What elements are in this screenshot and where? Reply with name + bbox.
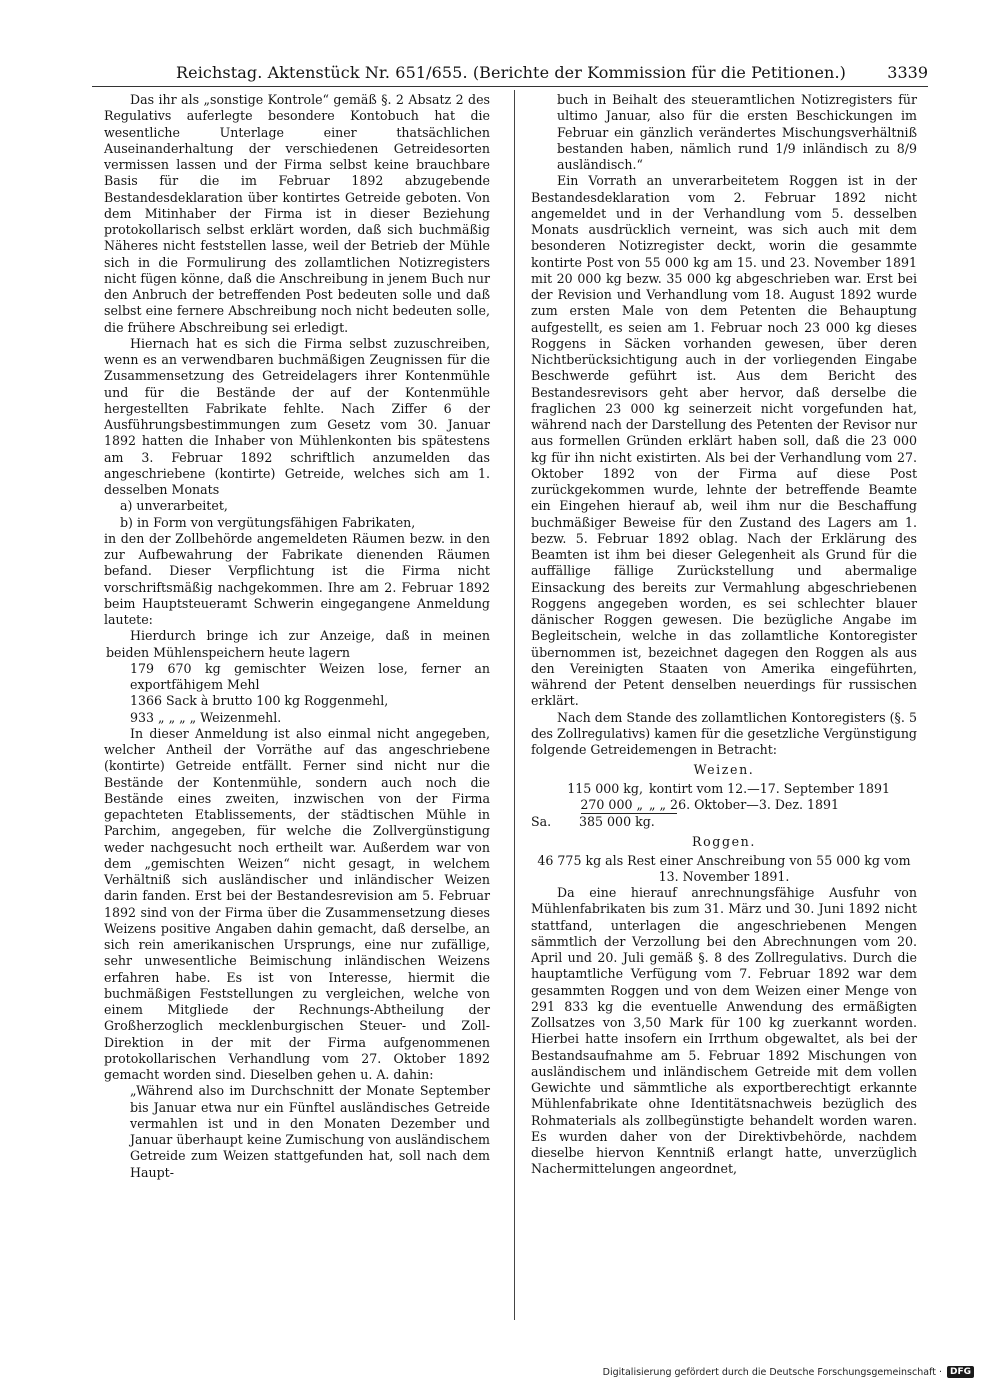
left-paragraph-2: Hiernach hat es sich die Firma selbst zuzuschreiben, wenn es an verwendbaren buchmäßigen Zeugnissen für die Zusammensetzung des Getreidelagers ihrer Kontenmühle und für die Bestände der auf der Kontenmühle hergestellten Fabrikate fehlte. Nach Ziffer 6 der Ausführungsbestimmungen zum Gesetz vom 30. Januar 1892 hatten die Inhaber von Mühlenkonten bis spätestens am 3. Februar 1892 schriftlich anzumelden das angeschriebene (kontirte) Getreide, welches sich am 1. desselben Monats — [104, 335, 490, 497]
roggen-line: 46 775 kg als Rest einer Anschreibung von 55 000 kg vom 13. November 1891. — [537, 852, 911, 884]
left-paragraph-3: in den der Zollbehörde angemeldeten Räumen bezw. in den zur Aufbewahrung der Fabrikate dienenden Räumen befand. Dieser Verpflichtung ist die Firma nicht vorschriftsmäßig nachgekommen. Ihre am 2. Februar 1892 beim Hauptsteueramt Schwerin eingegangene Anmeldung lautete: — [104, 530, 490, 627]
table-row — [531, 797, 917, 813]
right-paragraph-3: Da eine hierauf anrechnungsfähige Ausfuhr von Mühlenfabrikaten bis zum 31. März und 30. Juni 1892 nicht stattfand, unterlagen die angeschriebenen Mengen sämmtlich der Verzollung bei den Abrechnungen vom 20. April und 20. Juli gemäß §. 8 des Zollregulativs. Durch die hauptamtliche Verfügung vom 7. Februar 1892 war dem gesammten Roggen und von dem Weizen einer Menge von 291 833 kg die eventuelle Anwendung des ermäßigten Zollsatzes von 3,50 Mark für 100 kg zuerkannt worden. Hierbei hatte insofern ein Irrthum obgewaltet, als bei der Bestandsaufnahme am 5. Februar 1892 Mischungen von ausländischem und inländischem Getreide mit dem vollen Gewichte und sämmtliche als exportberechtigt erkannte Mühlenfabrikate ohne Identitätsnachweis bezüglich des Rohmaterials als zollbegünstigte behandelt worden waren. Es wurden daher von der Direktivbehörde, nachdem dieselbe hiervon Kenntniß erlangt hatte, unverzüglich Nachermittelungen angeordnet, — [531, 885, 917, 1177]
heading-roggen: Roggen. — [692, 834, 756, 850]
footer-text: Digitalisierung gefördert durch die Deutsche Forschungsgemeinschaft · — [602, 1366, 942, 1378]
heading-weizen: Weizen. — [693, 762, 755, 778]
page-header — [176, 62, 928, 84]
registration-quote — [106, 628, 490, 726]
quote-line-2: 179 670 kg gemischter Weizen lose, ferner an exportfähigem Mehl — [130, 660, 490, 692]
sum-row — [531, 814, 917, 830]
quote-line-4: 933 „ „ „ „ Weizenmehl. — [130, 709, 282, 725]
protocol-quote-continued — [557, 92, 917, 173]
protocol-quote-text: „Während also im Durchschnitt der Monate September bis Januar etwa nur ein Fünftel ausländisches Getreide vermahlen ist und in den Monaten Dezember und Januar überhaupt keine Zumischung von ausländischem Getreide zum Weizen stattgefunden hat, soll nach dem Haupt- — [130, 1083, 490, 1180]
column-divider — [514, 90, 515, 1320]
weizen-desc-1: kontirt vom 12.—17. September 1891 — [649, 780, 890, 796]
header-title: Reichstag. Aktenstück Nr. 651/655. (Berichte der Kommission für die Petitionen.) — [176, 63, 846, 82]
header-rule — [92, 86, 928, 87]
weizen-amount-2: 270 000 „ — [580, 796, 643, 812]
dfg-logo: DFG — [947, 1366, 974, 1378]
weizen-table — [531, 781, 917, 831]
page-number: 3339 — [887, 63, 928, 82]
quote-line-1: Hierdurch bringe ich zur Anzeige, daß in meinen beiden Mühlenspeichern heute lagern — [106, 628, 490, 660]
list — [104, 498, 490, 531]
table-row — [531, 781, 917, 797]
left-paragraph-4: In dieser Anmeldung ist also einmal nicht angegeben, welcher Antheil der Vorräthe auf das angeschriebene (kontirte) Getreide entfällt. Ferner sind nicht nur die Bestände der Kontenmühle, sondern auch noch die Bestände eines zweiten, inzwischen von der Firma gepachteten Etablissements, der städtischen Mühle in Parchim, angegeben, für welche die Zollvergünstigung weder nachgesucht noch ertheilt war. Außerdem war von dem „gemischten Weizen“ nicht gesagt, in welchem Verhältniß sich ausländischer und inländischer Weizen darin fanden. Erst bei der Bestandesrevision am 5. Februar 1892 sind von der Firma über die Zusammensetzung dieses Weizens positive Angaben dahin gemacht, daß derselbe, an sich rein amerikanischen Ursprungs, eine nur zufällige, sehr unwesentliche Beimischung inländischen Weizens erfahren habe. Es ist von Interesse, hiermit die buchmäßigen Feststellungen zu vergleichen, welche von einem Mitgliede der Rechnungs-Abtheilung der Großherzoglich mecklenburgischen Steuer- und Zoll-Direktion in der mit der Firma aufgenommenen protokollarischen Verhandlung vom 27. Oktober 1892 gemacht worden sind. Dieselben gehen u. A. dahin: — [104, 725, 490, 1082]
weizen-amount-1: 115 000 kg, — [567, 780, 643, 796]
footer-credit — [603, 1366, 974, 1378]
protocol-quote-text-continued: buch in Beihalt des steueramtlichen Notizregisters für ultimo Januar, also für die ersten Beschickungen im Februar ein gänzlich verändertes Mischungsverhältniß bestanden haben, nämlich rund 1/9 inländisch zu 8/9 ausländisch.“ — [557, 92, 917, 172]
quote-line-3: 1366 Sack à brutto 100 kg Roggenmehl, — [130, 693, 389, 709]
right-paragraph-2: Nach dem Stande des zollamtlichen Kontoregisters (§. 5 des Zollregulativs) kamen für die gesetzliche Vergünstigung folgende Getreidemengen in Betracht: — [531, 709, 917, 757]
left-paragraph-1: Das ihr als „sonstige Kontrole“ gemäß §. 2 Absatz 2 des Regulativs auferlegte besondere Kontobuch hat die wesentliche Unterlage einer thatsächlichen Auseinanderhaltung der verschiedenen Getreidesorten vermissen lassen und der Firma selbst keine brauchbare Basis für die im Februar 1892 abzugebende Bestandesdeklaration über kontirtes Getreide geboten. Von dem Mitinhaber der Firma ist in dieser Beziehung protokollarisch selbst erklärt worden, daß sich buchmäßig Näheres nicht feststellen lasse, weil der Betrieb der Mühle sich in die Formulirung des zollamtlichen Notizregisters nicht fügen könne, daß die Anschreibung in jenem Buch nur den Anbruch der betreffenden Post bedeuten solle und daß selbst eine fernere Abschreibung noch nicht bedeuten solle, die frühere Abschreibung sei erledigt. — [104, 92, 490, 335]
list-item-a: a) unverarbeitet, — [120, 498, 228, 514]
list-item-b: b) in Form von vergütungsfähigen Fabrikaten, — [120, 514, 416, 530]
protocol-quote — [130, 1083, 490, 1181]
weizen-desc-2: „ „ 26. Oktober—3. Dez. 1891 — [649, 796, 840, 812]
right-paragraph-1: Ein Vorrath an unverarbeitetem Roggen ist in der Bestandesdeklaration vom 2. Februar 1892 nicht angemeldet und in der Verhandlung vom 5. desselben Monats ausdrücklich verneint, was sich auch mit dem besonderen Notizregister deckt, worin die gesammte kontirte Post von 55 000 kg am 15. und 23. November 1891 mit 20 000 kg bezw. 35 000 kg abgeschrieben war. Erst bei der Revision und Verhandlung vom 18. August 1892 wurde zum ersten Male von dem Petenten die Behauptung aufgestellt, es seien am 1. Februar noch 23 000 kg dieses Roggens in Säcken vorhanden gewesen, über deren Nichtberücksichtigung auch in der vorliegenden Eingabe Beschwerde geführt ist. Aus dem Bericht des Bestandesrevisors geht aber hervor, daß derselbe die fraglichen 23 000 kg seinerzeit nicht vorgefunden hat, während nach der Darstellung des Petenten der Revisor nur aus formellen Gründen erklärt haben soll, daß die 23 000 kg für ihn nicht existirten. Als bei der Verhandlung vom 27. Oktober 1892 von der Firma auf diese Post zurückgekommen wurde, lehnte der betreffende Beamte ein Eingehen hierauf ab, weil ihm nur die Beschaffung buchmäßiger Beweise für den Zustand des Lagers am 1. bezw. 5. Februar 1892 oblag. Nach der Erklärung des Beamten ist ihm bei dieser Gelegenheit als Grund für die auffällige fällige Zurückstellung und abermalige Einsackung des bereits zur Vermahlung abgeschriebenen Roggens angegeben worden, es sei schlechter blauer dänischer Roggen gewesen. Die bezügliche Angabe im Begleitschein, welche in das zollamtliche Kontoregister übernommen ist, bezeichnet dagegen den Roggen als aus den Vereinigten Staaten von Amerika eingeführten, während der Petent denselben neuerdings für russischen erklärt. — [531, 173, 917, 709]
right-column — [531, 92, 917, 1178]
sum-label: Sa. — [531, 814, 552, 829]
left-column — [104, 92, 490, 1181]
sum-amount: 385 000 kg. — [579, 814, 655, 829]
